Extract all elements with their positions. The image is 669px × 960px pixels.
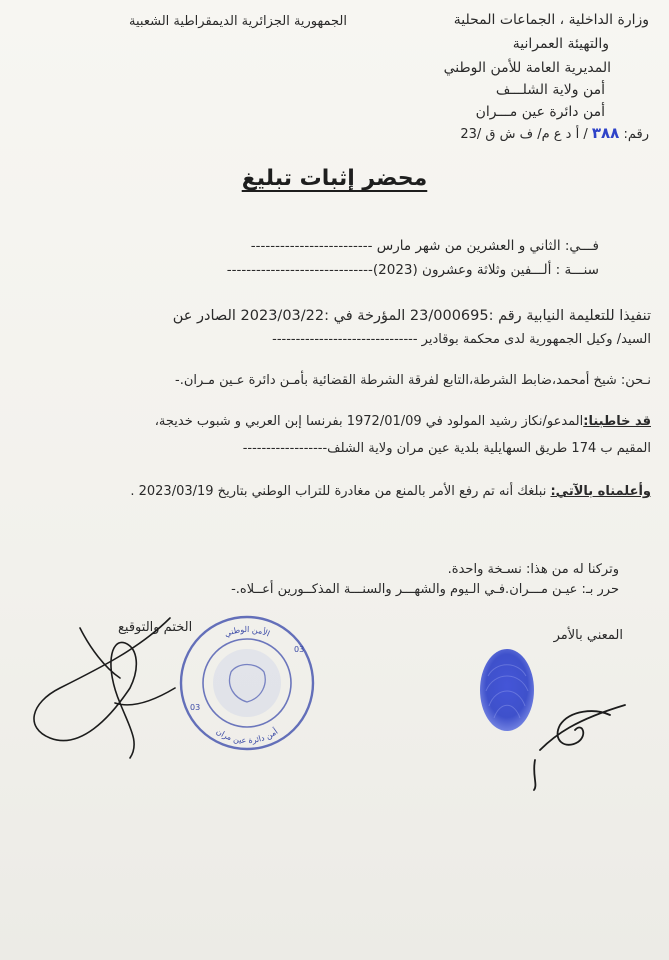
reference-number: ٣٨٨ [591,124,620,142]
addressed-line-1 [155,414,651,430]
officer-signature [20,608,195,768]
addressed-line-2: المقيم ب 174 طريق السهايلية بلدية عين مران ولاية الشلف------------------ [242,441,651,456]
notified-text: نبلغك أنه تم رفع الأمر بالمنع من مغادرة للتراب الوطني بتاريخ 2023/03/19 . [130,484,547,499]
daira-security-line: أمن دائرة عين مـــران [475,104,605,120]
ministry-line-1: وزارة الداخلية ، الجماعات المحلية [453,12,649,28]
stamp-bottom-text: أمن دائرة عين مران [214,726,280,746]
svg-text:الأمن الوطني [223,625,271,639]
ministry-line-2: والتهيئة العمرانية [512,36,609,52]
reference-line [460,124,649,143]
date-year-line: سنـــة : ألـــفين وثلاثة وعشرون (2023)------------------------------ [226,262,599,278]
official-stamp [176,612,318,754]
notified-line [130,484,651,500]
instruction-line-1: تنفيذا للتعليمة النيابية رقم :23/000695 المؤرخة في :2023/03/22 الصادر عن [172,308,651,324]
signed-line: حرر بـ: عيـن مـــران.فـي الـيوم والشهـــر والسنـــة المذكــورين أعــلاه.- [231,582,619,597]
document-title: محضر إثبات تبليغ [241,166,428,191]
concerned-party-label: المعني بالأمر [553,628,623,643]
copy-line: وتركنا له من هذا: نسـخة واحدة. [447,562,619,577]
directorate-line: المديرية العامة للأمن الوطني [443,60,611,76]
addressed-label: قد خاطبنا: [583,414,651,429]
instruction-line-2: السيد/ وكيل الجمهورية لدى محكمة بوقادير ------------------------------- [272,332,651,347]
republic-header: الجمهورية الجزائرية الديمقراطية الشعبية [129,14,347,29]
concerned-signature [520,690,630,800]
reference-code: / أ د ع م/ ف ش ق /23 [460,127,588,142]
addressed-text-1: المدعو/نكاز رشيد المولود في 1972/01/09 بفرنسا إبن العربي و شبوب خديجة، [154,414,584,429]
stamp-signature-label: الختم والتوقيع [118,620,193,635]
notified-label: وأعلمناه بالآتي: [550,484,651,499]
stamp-number-right: 03 [294,645,305,654]
reference-label: رقم: [623,127,649,142]
stamp-number-left: 03 [190,703,201,712]
date-day-line: فـــي: الثاني و العشرين من شهر مارس ------------------------- [250,238,599,254]
stamp-top-text: الأمن الوطني [223,624,272,639]
wilaya-security-line: أمن ولاية الشلـــف [495,82,605,98]
svg-text:أمن دائرة عين مران [214,726,279,745]
officer-line: نـحن: شيخ أمحمد،ضابط الشرطة،التابع لفرقة الشرطة القضائية بأمـن دائرة عـين مـران.- [175,373,651,388]
